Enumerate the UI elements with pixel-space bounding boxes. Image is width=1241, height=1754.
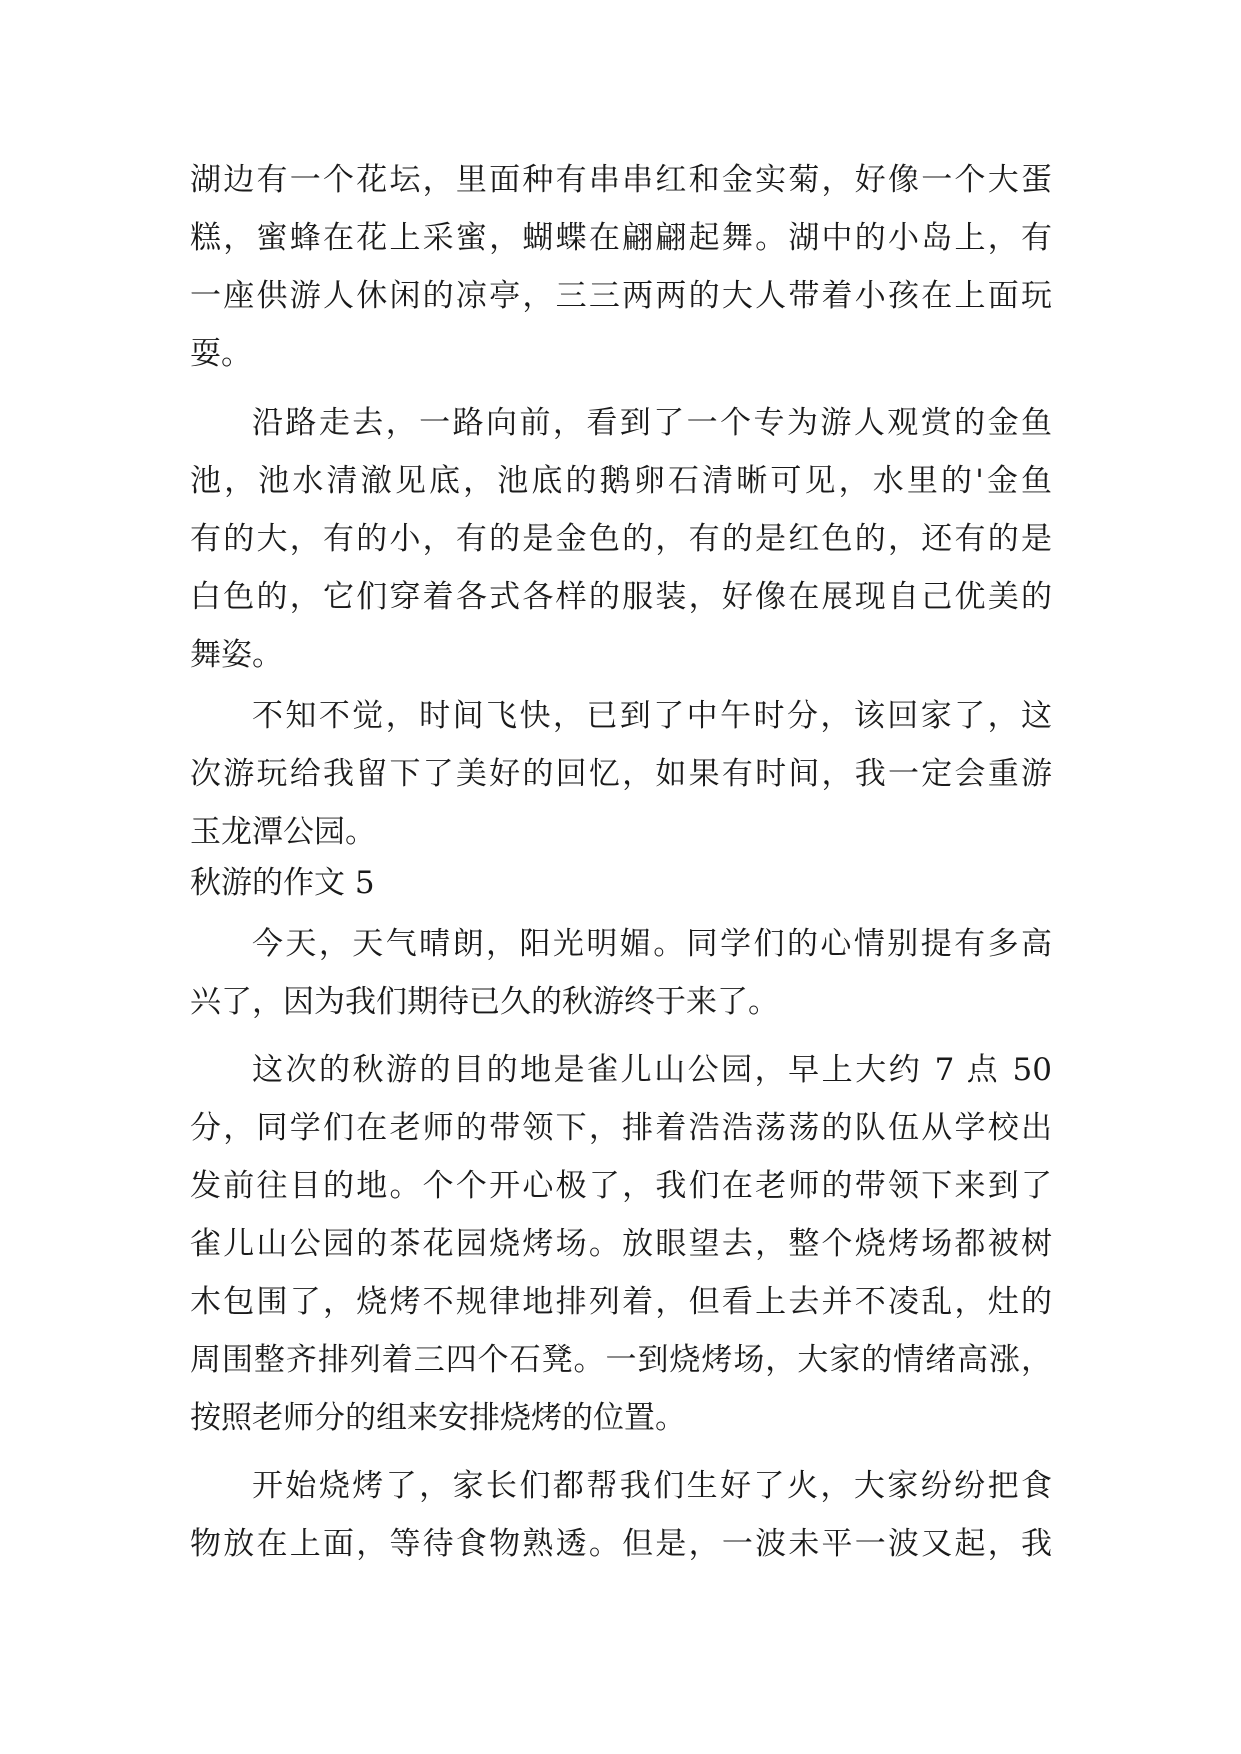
text-line: 开始烧烤了，家长们都帮我们生好了火，大家纷纷把食 [252, 1468, 1052, 1504]
text-line: 耍。 [190, 336, 252, 372]
text-line: 按照老师分的组来安排烧烤的位置。 [190, 1400, 686, 1436]
text-line: 沿路走去，一路向前，看到了一个专为游人观赏的金鱼 [252, 405, 1052, 441]
text-line: 发前往目的地。个个开心极了，我们在老师的带领下来到了 [190, 1168, 1052, 1204]
text-line: 玉龙潭公园。 [190, 814, 376, 850]
text-line: 舞姿。 [190, 637, 283, 673]
text-line: 今天，天气晴朗，阳光明媚。同学们的心情别提有多高 [252, 926, 1052, 962]
text-line: 白色的，它们穿着各式各样的服装，好像在展现自己优美的 [190, 579, 1052, 615]
text-line: 湖边有一个花坛，里面种有串串红和金实菊，好像一个大蛋 [190, 162, 1052, 198]
text-line: 雀儿山公园的茶花园烧烤场。放眼望去，整个烧烤场都被树 [190, 1226, 1052, 1262]
text-line: 木包围了，烧烤不规律地排列着，但看上去并不凌乱，灶的 [190, 1284, 1052, 1320]
text-line: 不知不觉，时间飞快，已到了中午时分，该回家了，这 [252, 698, 1052, 734]
text-line: 有的大，有的小，有的是金色的，有的是红色的，还有的是 [190, 521, 1052, 557]
text-line: 糕，蜜蜂在花上采蜜，蝴蝶在翩翩起舞。湖中的小岛上，有 [190, 220, 1052, 256]
section-heading: 秋游的作文 5 [190, 865, 375, 901]
text-line: 这次的秋游的目的地是雀儿山公园，早上大约 7 点 50 [252, 1052, 1052, 1088]
text-line: 周围整齐排列着三四个石凳。一到烧烤场，大家的情绪高涨， [190, 1342, 1052, 1378]
text-line: 次游玩给我留下了美好的回忆，如果有时间，我一定会重游 [190, 756, 1052, 792]
text-line: 分，同学们在老师的带领下，排着浩浩荡荡的队伍从学校出 [190, 1110, 1052, 1146]
text-line: 兴了，因为我们期待已久的秋游终于来了。 [190, 984, 779, 1020]
text-line: 池，池水清澈见底，池底的鹅卵石清晰可见，水里的'金鱼 [190, 463, 1052, 499]
text-line: 一座供游人休闲的凉亭，三三两两的大人带着小孩在上面玩 [190, 278, 1052, 314]
text-line: 物放在上面，等待食物熟透。但是，一波未平一波又起，我 [190, 1526, 1052, 1562]
